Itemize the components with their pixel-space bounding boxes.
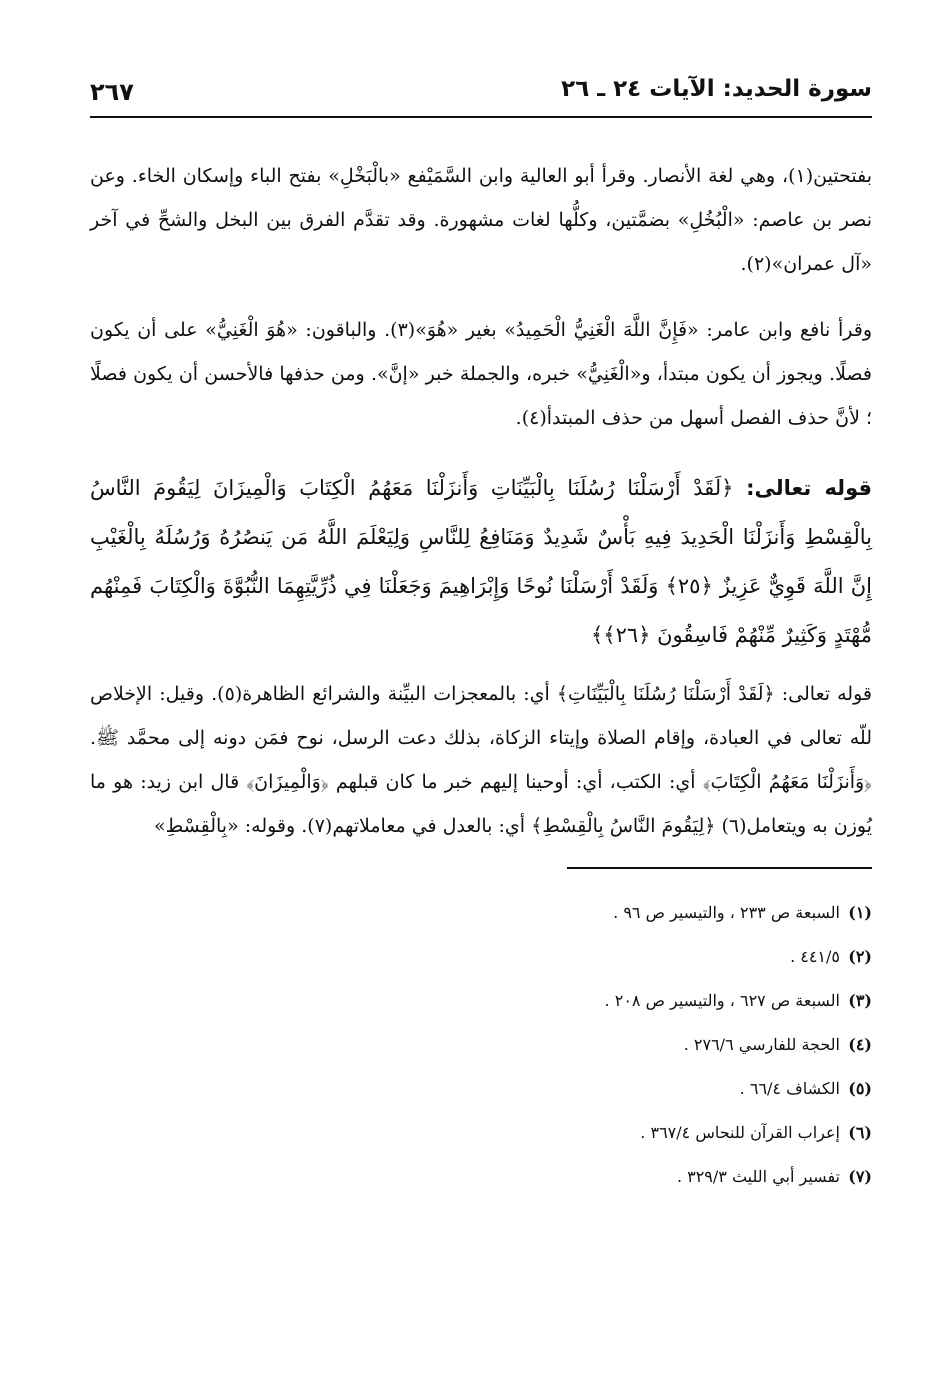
paragraph-reading-huwa: وقرأ نافع وابن عامر: «فَإِنَّ اللَّهَ الْغَنِيُّ الْحَمِيدُ» بغير «هُوَ»(٣). والباقون: «هُوَ الْغَنِيُّ» على أن يكون فصلًا. ويجوز أن يكون مبتدأ، و«الْغَنِيُّ» خبره، والجملة خبر «إنَّ». ومن حذفها فالأحسن أن يكون فصلًا ؛ لأنَّ حذف الفصل أسهل من حذف المبتدأ(٤). (90, 319, 873, 429)
quran-verse-block (90, 464, 872, 660)
commentary-paragraph: قوله تعالى: ﴿لَقَدْ أَرْسَلْنَا رُسُلَنَا بِالْبَيِّنَاتِ﴾ أي: بالمعجزات البيِّنة والشرائع الظاهرة(٥). وقيل: الإخلاص للّه تعالى في العبادة، وإقام الصلاة وإيتاء الزكاة، بذلك دعت الرسل، نوح فمَن دونه إلى محمَّد ﷺ. ﴿وَأَنزَلْنَا مَعَهُمُ الْكِتَابَ﴾ أي: الكتب، أي: أوحينا إليهم خبر ما كان قبلهم ﴿وَالْمِيزَانَ﴾ قال ابن زيد: هو ما يُوزن به ويتعامل(٦) ﴿لِيَقُومَ النَّاسُ بِالْقِسْطِ﴾ أي: بالعدل في معاملاتهم(٧). وقوله: «بِالْقِسْطِ» (90, 683, 872, 837)
footnote-marker: (٤) (848, 1035, 872, 1054)
verse-text: ﴿لَقَدْ أَرْسَلْنَا رُسُلَنَا بِالْبَيِّنَاتِ وَأَنزَلْنَا مَعَهُمُ الْكِتَابَ وَالْمِيزَانَ لِيَقُومَ النَّاسُ بِالْقِسْطِ وَأَنزَلْنَا الْحَدِيدَ فِيهِ بَأْسٌ شَدِيدٌ وَمَنَافِعُ لِلنَّاسِ وَلِيَعْلَمَ اللَّهُ مَن يَنصُرُهُ وَرُسُلَهُ بِالْغَيْبِ إِنَّ اللَّهَ قَوِيٌّ عَزِيزٌ ﴿٢٥﴾ وَلَقَدْ أَرْسَلْنَا نُوحًا وَإِبْرَاهِيمَ وَجَعَلْنَا فِي ذُرِّيَّتِهِمَا النُّبُوَّةَ وَالْكِتَابَ فَمِنْهُم مُّهْتَدٍ وَكَثِيرٌ مِّنْهُمْ فَاسِقُونَ ﴿٢٦﴾﴾ (90, 476, 872, 647)
footnote-text: الكشاف ٦٦/٤ . (739, 1079, 840, 1098)
footnote-marker: (٥) (848, 1079, 872, 1098)
footnote-marker: (٧) (848, 1167, 872, 1186)
footnote-marker: (٣) (848, 991, 872, 1010)
running-header (90, 70, 872, 118)
footnote-item (90, 935, 872, 979)
footnote-text: السبعة ص ٢٣٣ ، والتيسير ص ٩٦ . (613, 903, 840, 922)
verse-label: قوله تعالى: (746, 476, 872, 500)
footnote-item (90, 979, 872, 1023)
footnotes-list (90, 891, 872, 1199)
footnote-item (90, 1067, 872, 1111)
footnote-text: السبعة ص ٦٢٧ ، والتيسير ص ٢٠٨ . (604, 991, 840, 1010)
footnote-item (90, 1111, 872, 1155)
footnote-divider (567, 867, 872, 869)
paragraph-reading-bukhl: بفتحتين(١)، وهي لغة الأنصار. وقرأ أبو العالية وابن السَّمَيْفع «بالْبَخْلِ» بفتح الباء وإسكان الخاء. وعن نصر بن عاصم: «الْبُخُلِ» بضمَّتين، وكلُّها لغات مشهورة. وقد تقدَّم الفرق بين البخل والشحِّ في آخر «آل عمران»(٢). (90, 165, 872, 275)
footnote-text: تفسير أبي الليث ٣٢٩/٣ . (676, 1167, 840, 1186)
footnote-marker: (٢) (848, 947, 872, 966)
footnote-text: ٤٤١/٥ . (790, 947, 840, 966)
footnote-text: الحجة للفارسي ٢٧٦/٦ . (683, 1035, 840, 1054)
footnote-text: إعراب القرآن للنحاس ٣٦٧/٤ . (640, 1123, 840, 1142)
footnote-marker: (١) (848, 903, 872, 922)
footnote-item (90, 891, 872, 935)
footnote-item (90, 1023, 872, 1067)
page-number: ٢٦٧ (90, 78, 134, 106)
book-page (90, 70, 872, 1199)
footnote-item (90, 1155, 872, 1199)
footnote-marker: (٦) (848, 1123, 872, 1142)
chapter-title: سورة الحديد: الآيات ٢٤ ـ ٢٦ (561, 76, 872, 102)
